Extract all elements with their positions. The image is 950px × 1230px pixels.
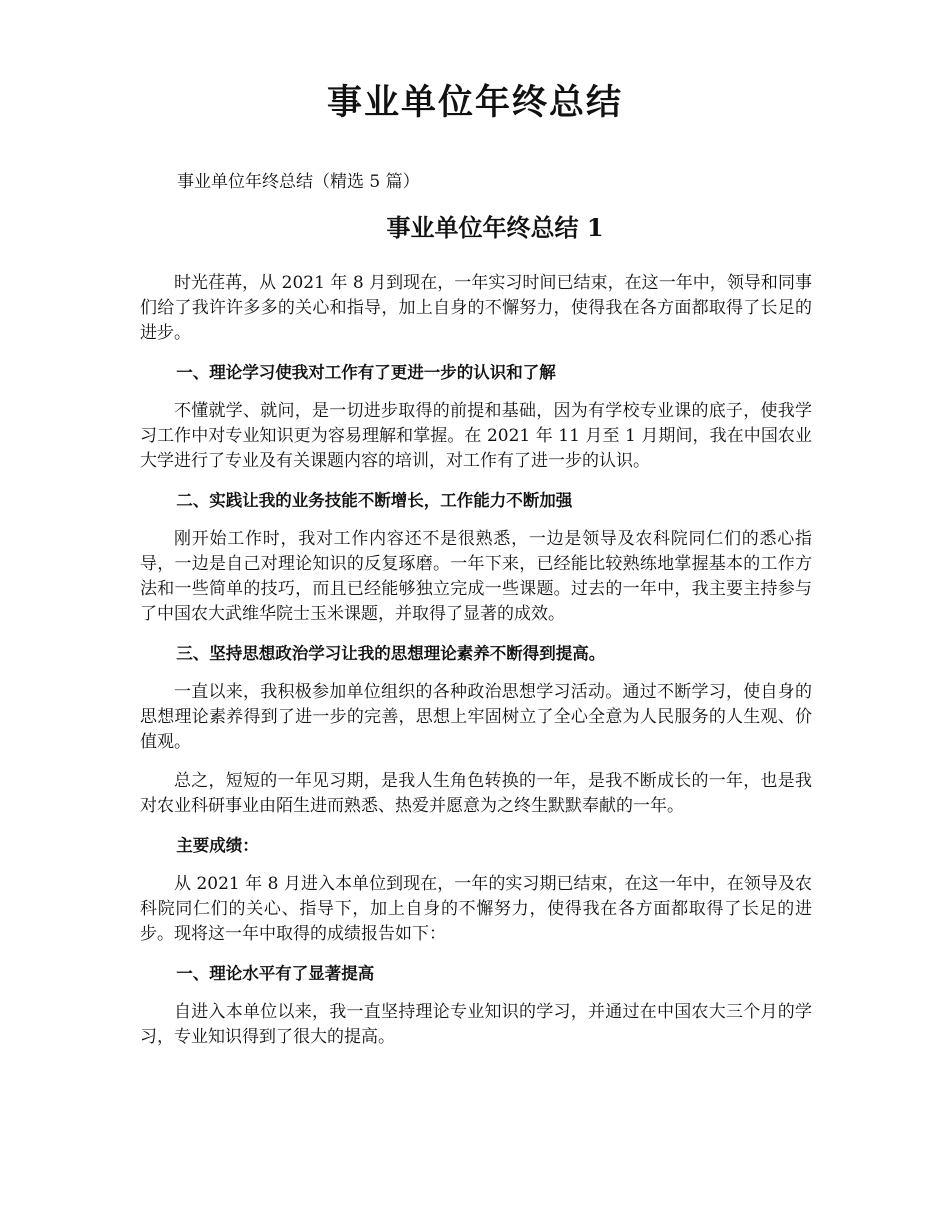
- section-heading: 二、实践让我的业务技能不断增长，工作能力不断加强: [176, 491, 573, 510]
- paragraph: 自进入本单位以来，我一直坚持理论专业知识的学习，并通过在中国农大三个月的学习，专业知识得到了很大的提高。: [140, 1002, 812, 1047]
- paragraph: 刚开始工作时，我对工作内容还不是很熟悉，一边是领导及农科院同仁们的悉心指导，一边是自己对理论知识的反复琢磨。一年下来，已经能比较熟练地掌握基本的工作方法和一些简单的技巧，而且已经能够独立完成一些课题。过去的一年中，我主要主持参与了中国农大武维华院士玉米课题，并取得了显著的成效。: [140, 529, 812, 624]
- document-subtitle: 事业单位年终总结（精选 5 篇）: [177, 172, 420, 192]
- paragraph: 总之，短短的一年见习期，是我人生角色转换的一年，是我不断成长的一年，也是我对农业科研事业由陌生进而熟悉、热爱并愿意为之终生默默奉献的一年。: [140, 771, 812, 816]
- document-body: [140, 271, 812, 1064]
- document-title: 事业单位年终总结: [326, 83, 623, 123]
- section-title: 事业单位年终总结 1: [386, 213, 604, 242]
- section-heading: 三、坚持思想政治学习让我的思想理论素养不断得到提高。: [176, 644, 606, 663]
- paragraph: 一直以来，我积极参加单位组织的各种政治思想学习活动。通过不断学习，使自身的思想理论素养得到了进一步的完善，思想上牢固树立了全心全意为人民服务的人生观、价值观。: [140, 682, 812, 752]
- paragraph: 时光荏苒，从 2021 年 8 月到现在，一年实习时间已结束，在这一年中，领导和同事们给了我许许多多的关心和指导，加上自身的不懈努力，使得我在各方面都取得了长足的进步。: [140, 273, 812, 343]
- section-heading: 一、理论学习使我对工作有了更进一步的认识和了解: [176, 363, 556, 382]
- paragraph: 不懂就学、就问，是一切进步取得的前提和基础，因为有学校专业课的底子，使我学习工作中对专业知识更为容易理解和掌握。在 2021 年 11 月至 1 月期间，我在中国农业大学进行了专业及有关课题内容的培训，对工作有了进一步的认识。: [140, 401, 812, 471]
- section-heading: 一、理论水平有了显著提高: [176, 964, 375, 983]
- section-heading: 主要成绩：: [176, 836, 259, 855]
- paragraph: 从 2021 年 8 月进入本单位到现在，一年的实习期已结束，在这一年中，在领导及农科院同仁们的关心、指导下，加上自身的不懈努力，使得我在各方面都取得了长足的进步。现将这一年中取得的成绩报告如下：: [140, 874, 812, 944]
